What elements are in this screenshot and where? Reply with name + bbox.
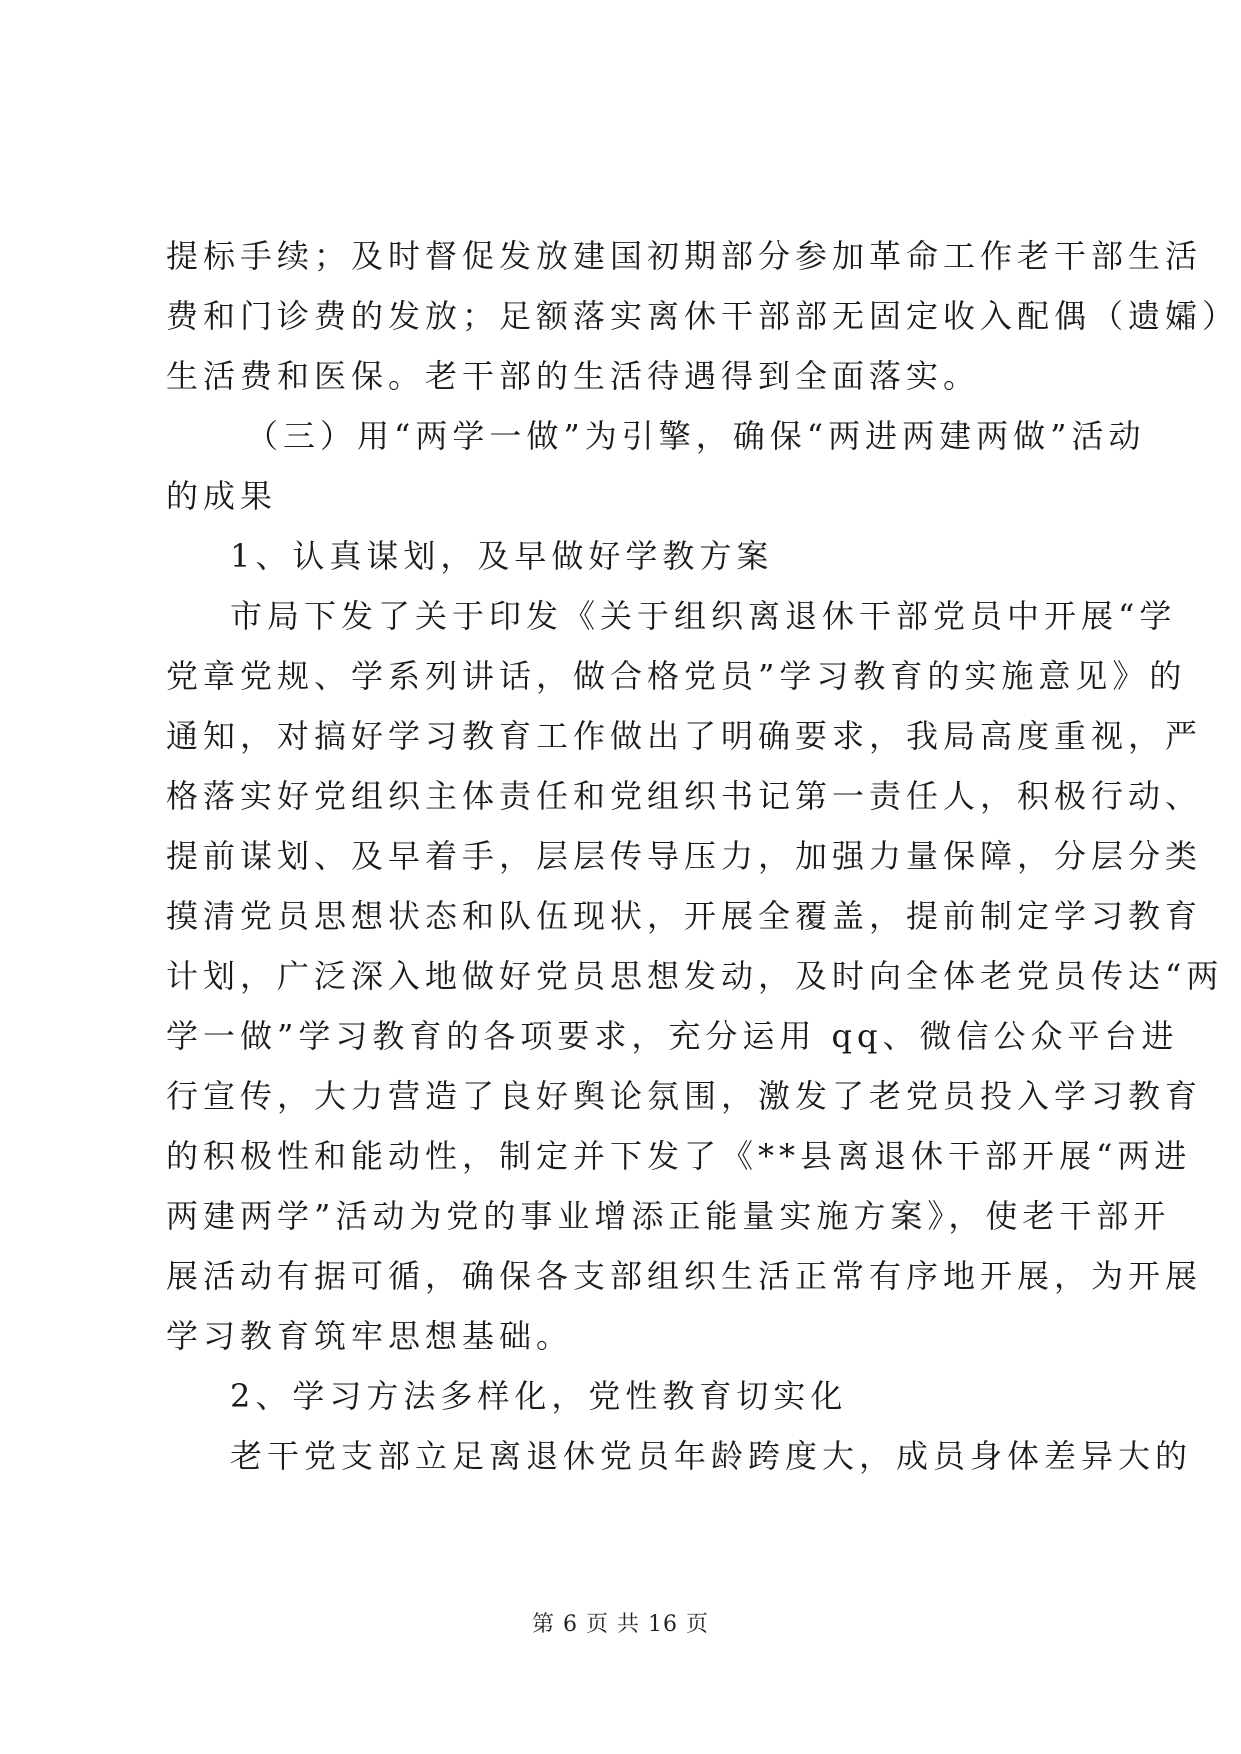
paragraph-line-11: 两建两学”活动为党的事业增添正能量实施方案》，使老干部开: [166, 1197, 1171, 1235]
paragraph-line-1: 市局下发了关于印发《关于组织离退休干部党员中开展“学: [230, 597, 1177, 635]
paragraph-line-7: 计划，广泛深入地做好党员思想发动，及时向全体老党员传达“两: [166, 957, 1224, 995]
paragraph-line-10: 的积极性和能动性，制定并下发了《**县离退休干部开展“两进: [166, 1137, 1192, 1175]
paragraph-line-4: 格落实好党组织主体责任和党组织书记第一责任人，积极行动、: [166, 777, 1203, 815]
paragraph-line-9: 行宣传，大力营造了良好舆论氛围，激发了老党员投入学习教育: [166, 1077, 1203, 1115]
text-line-3: 生活费和医保。老干部的生活待遇得到全面落实。: [166, 357, 981, 395]
subheading-2: 2、学习方法多样化，党性教育切实化: [230, 1377, 848, 1415]
text-line-2: 费和门诊费的发放；足额落实离休干部部无固定收入配偶（遗孀）: [166, 297, 1240, 335]
page-footer: 第 6 页 共 16 页: [532, 1612, 709, 1637]
paragraph-line-6: 摸清党员思想状态和队伍现状，开展全覆盖，提前制定学习教育: [166, 897, 1203, 935]
paragraph-line-8: 学一做”学习教育的各项要求，充分运用 qq、微信公众平台进: [166, 1017, 1179, 1055]
text-line-1: 提标手续；及时督促发放建国初期部分参加革命工作老干部生活: [166, 237, 1203, 275]
paragraph-line-3: 通知，对搞好学习教育工作做出了明确要求，我局高度重视，严: [166, 717, 1203, 755]
subheading-1: 1、认真谋划，及早做好学教方案: [230, 537, 774, 575]
document-body: [166, 226, 1240, 1486]
paragraph-2-line-1: 老干党支部立足离退休党员年龄跨度大，成员身体差异大的: [230, 1437, 1193, 1475]
paragraph-line-5: 提前谋划、及早着手，层层传导压力，加强力量保障，分层分类: [166, 837, 1203, 875]
paragraph-line-12: 展活动有据可循，确保各支部组织生活正常有序地开展，为开展: [166, 1257, 1203, 1295]
section-heading-3: （三）用“两学一做”为引擎，确保“两进两建两做”活动: [246, 417, 1146, 455]
section-heading-3-continued: 的成果: [166, 477, 278, 515]
paragraph-line-13: 学习教育筑牢思想基础。: [166, 1317, 574, 1355]
paragraph-line-2: 党章党规、学系列讲话，做合格党员”学习教育的实施意见》的: [166, 657, 1187, 695]
